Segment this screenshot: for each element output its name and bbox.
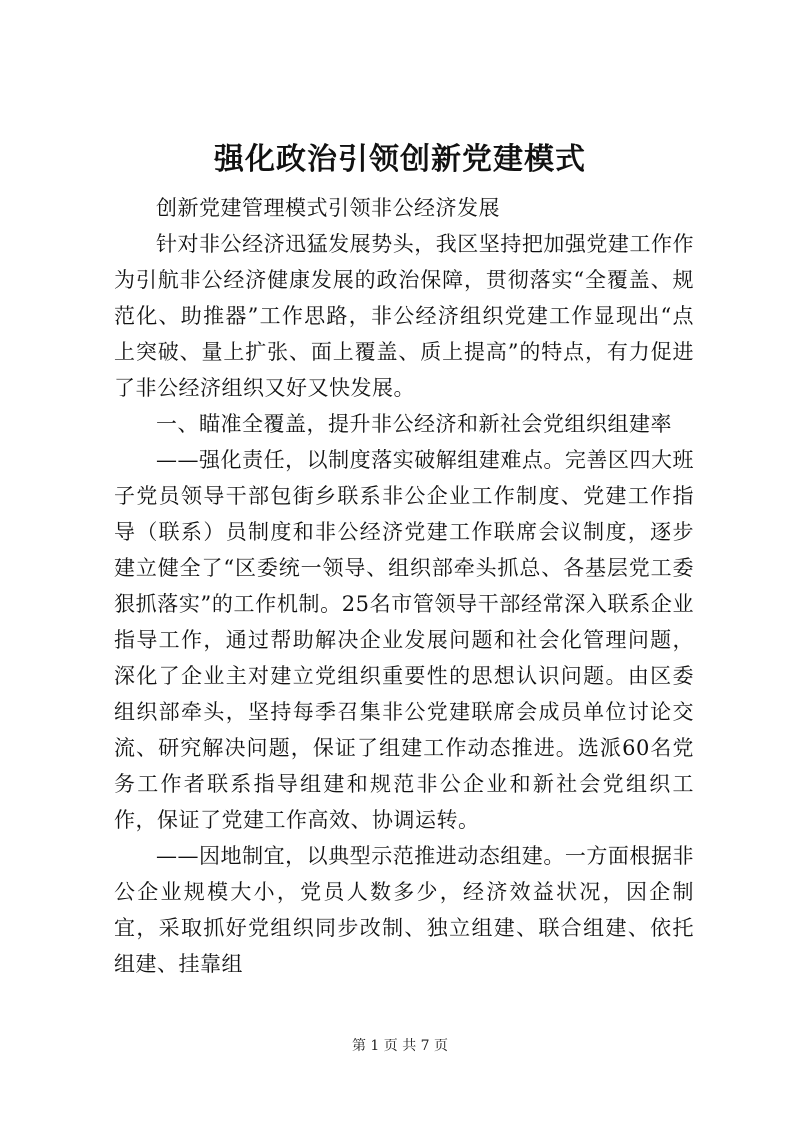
paragraph-subtitle: 创新党建管理模式引领非公经济发展 bbox=[156, 196, 500, 220]
document-body bbox=[114, 190, 694, 982]
document-title: 强化政治引领创新党建模式 bbox=[214, 142, 586, 177]
paragraph-local-conditions: ——因地制宜，以典型示范推进动态组建。一方面根据非公企业规模大小，党员人数多少，经济效益状况，因企制宜，采取抓好党组织同步改制、独立组建、联合组建、依托组建、挂靠组 bbox=[114, 844, 694, 976]
paragraph-section-heading: 一、瞄准全覆盖，提升非公经济和新社会党组织组建率 bbox=[156, 412, 672, 436]
paragraph-intro: 针对非公经济迅猛发展势头，我区坚持把加强党建工作作为引航非公经济健康发展的政治保障，贯彻落实“全覆盖、规范化、助推器”工作思路，非公经济组织党建工作显现出“点上突破、量上扩张、面上覆盖、质上提高”的特点，有力促进了非公经济组织又好又快发展。 bbox=[114, 232, 694, 400]
page-number-footer: 第 1 页 共 7 页 bbox=[351, 1038, 449, 1054]
paragraph-responsibility: ——强化责任，以制度落实破解组建难点。完善区四大班子党员领导干部包街乡联系非公企业工作制度、党建工作指导（联系）员制度和非公经济党建工作联席会议制度，逐步建立健全了“区委统一领导、组织部牵头抓总、各基层党工委狠抓落实”的工作机制。25名市管领导干部经常深入联系企业指导工作，通过帮助解决企业发展问题和社会化管理问题，深化了企业主对建立党组织重要性的思想认识问题。由区委组织部牵头，坚持每季召集非公党建联席会成员单位讨论交流、研究解决问题，保证了组建工作动态推进。选派60名党务工作者联系指导组建和规范非公企业和新社会党组织工作，保证了党建工作高效、协调运转。 bbox=[114, 448, 694, 832]
